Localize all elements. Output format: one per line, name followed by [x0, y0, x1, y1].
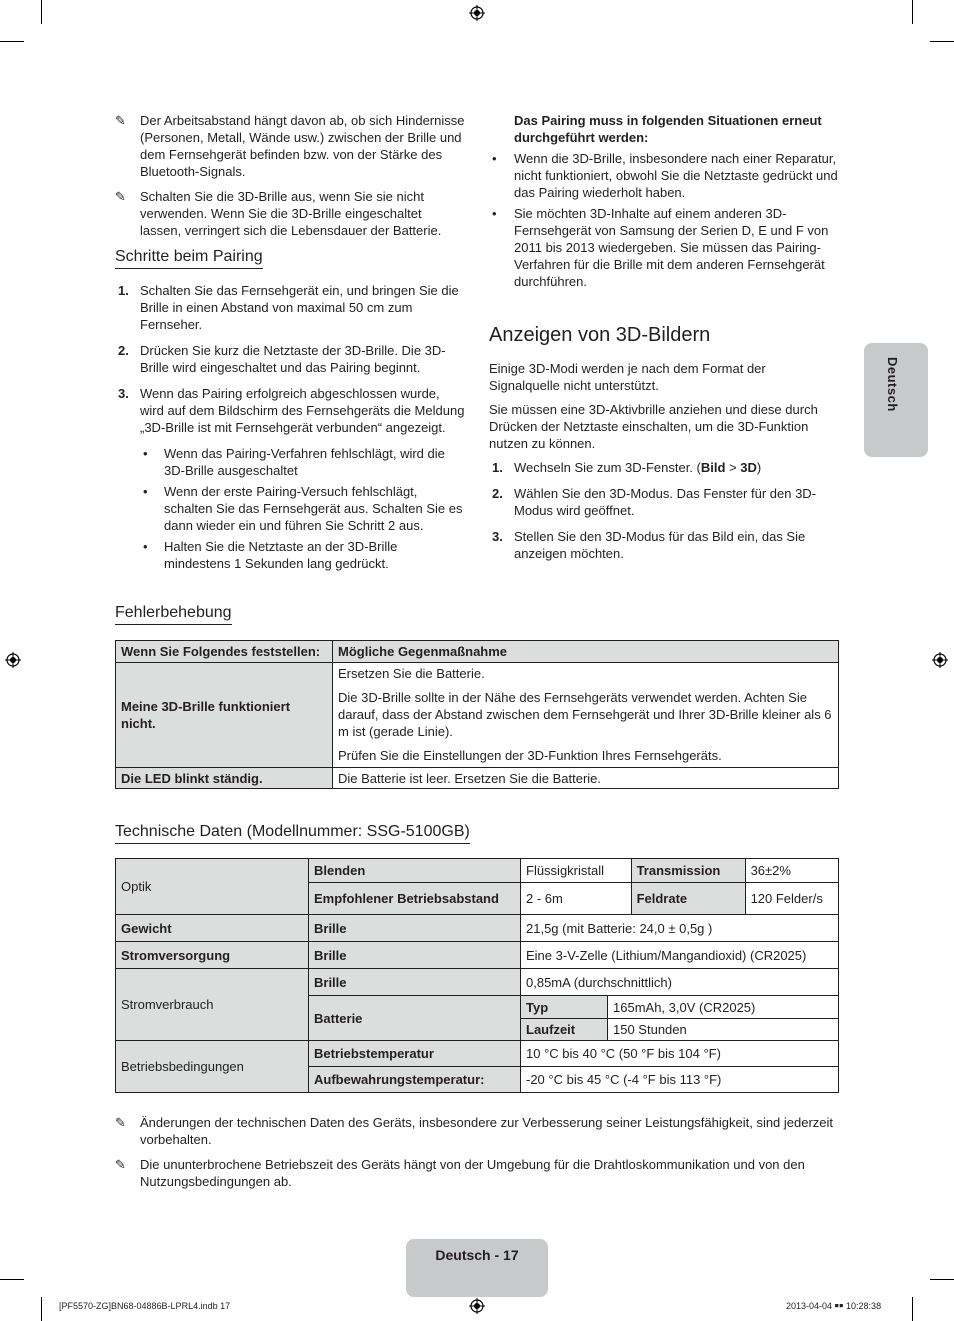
table-header-cell: Mögliche Gegenmaßnahme — [333, 641, 839, 663]
table-cell: Stromversorgung — [116, 942, 309, 969]
table-cell: Typ — [521, 996, 608, 1019]
table-cell: Eine 3-V-Zelle (Lithium/Mangandioxid) (CR2025) — [521, 942, 839, 969]
bullet-icon: • — [492, 206, 497, 221]
paragraph: Sie müssen eine 3D-Aktivbrille anziehen und diese durch Drücken der Netztaste einschalten, um die 3D-Funktion nutzen zu können. — [489, 402, 818, 451]
list-item: • Halten Sie die Netztaste an der 3D-Brille mindestens 1 Sekunden lang gedrückt. — [143, 539, 398, 571]
pairing-steps — [115, 282, 465, 576]
list-item: • Wenn die 3D-Brille, insbesondere nach einer Reparatur, nicht funktioniert, obwohl Sie die Netztaste gedrückt und das Pairing wiederholt haben. — [492, 151, 838, 200]
table-cell: Betriebsbedingungen — [116, 1041, 309, 1093]
bullet-icon: • — [143, 484, 148, 499]
crop-mark — [0, 1279, 24, 1280]
note: ✎ Die ununterbrochene Betriebszeit des Geräts hängt von der Umgebung für die Drahtloskommunikation und von den Nutzungsbedingungen ab. — [115, 1157, 805, 1189]
table-cell: Batterie — [309, 996, 521, 1041]
page-number-badge: Deutsch - 17 — [406, 1239, 548, 1297]
crop-mark — [41, 0, 42, 24]
table-cell: 165mAh, 3,0V (CR2025) — [608, 996, 839, 1019]
note: ✎ Änderungen der technischen Daten des Geräts, insbesondere zur Verbesserung seiner Leistungsfähigkeit, sind jederzeit vorbehalten. — [115, 1115, 834, 1147]
pen-icon: ✎ — [115, 113, 126, 128]
table-cell: 120 Felder/s — [745, 883, 838, 915]
table-cell: Empfohlener Betriebsabstand — [309, 883, 521, 915]
bullet-icon: • — [492, 151, 497, 166]
table-cell: Brille — [309, 942, 521, 969]
pen-icon: ✎ — [115, 1115, 126, 1130]
list-item: 3. Stellen Sie den 3D-Modus für das Bild ein, das Sie anzeigen möchten. — [492, 529, 806, 561]
registration-mark-icon — [5, 652, 21, 668]
list-item: • Wenn das Pairing-Verfahren fehlschlägt, wird die 3D-Brille ausgeschaltet — [143, 446, 445, 478]
table-cell: Flüssigkristall — [521, 859, 632, 883]
note: ✎ Der Arbeitsabstand hängt davon ab, ob sich Hindernisse (Personen, Metall, Wände usw.) zwischen der Brille und dem Fernsehgerät befinden bzw. von der Stärke des Bluetooth-Signals. — [115, 113, 465, 179]
list-item: 2. Drücken Sie kurz die Netztaste der 3D-Brille. Die 3D-Brille wird eingeschaltet und das Pairing beginnt. — [118, 343, 446, 375]
table-cell: Meine 3D-Brille funktioniert nicht. — [116, 663, 333, 768]
crop-mark — [930, 1279, 954, 1280]
table-cell: 10 °C bis 40 °C (50 °F bis 104 °F) — [521, 1041, 839, 1067]
language-side-tab: Deutsch — [864, 343, 928, 457]
list-item: 3. Wenn das Pairing erfolgreich abgeschlossen wurde, wird auf dem Bildschirm des Fernsehgeräts die Meldung „3D-Brille ist mit Fernsehgerät verbunden“ angezeigt. — [118, 386, 465, 435]
repairing-heading: Das Pairing muss in folgenden Situationen erneut durchgeführt werden: — [514, 113, 822, 145]
table-cell: 2 - 6m — [521, 883, 632, 915]
table-cell: 150 Stunden — [608, 1019, 839, 1041]
troubleshooting-table — [115, 640, 839, 789]
crop-mark — [41, 1297, 42, 1321]
table-cell: Aufbewahrungstemperatur: — [309, 1067, 521, 1093]
table-cell: Brille — [309, 969, 521, 996]
troubleshooting-heading: Fehlerbehebung — [115, 603, 232, 625]
table-cell: Betriebstemperatur — [309, 1041, 521, 1067]
table-header-cell: Wenn Sie Folgendes feststellen: — [116, 641, 333, 663]
table-cell: Gewicht — [116, 915, 309, 942]
pen-icon: ✎ — [115, 189, 126, 204]
pairing-heading: Schritte beim Pairing — [115, 247, 263, 269]
list-item: 2. Wählen Sie den 3D-Modus. Das Fenster für den 3D-Modus wird geöffnet. — [492, 486, 817, 518]
print-info-left: [PF5570-ZG]BN68-04886B-LPRL4.indb 17 — [59, 1301, 231, 1311]
right-column — [489, 112, 839, 294]
list-item: • Wenn der erste Pairing-Versuch fehlschlägt, schalten Sie das Fernsehgerät aus. Schalten Sie es dann wieder ein und führen Sie Schritt 2 aus. — [143, 484, 463, 533]
registration-mark-icon — [469, 1298, 485, 1314]
table-cell: Laufzeit — [521, 1019, 608, 1041]
registration-mark-icon — [932, 652, 948, 668]
specs-heading: Technische Daten (Modellnummer: SSG-5100GB) — [115, 822, 470, 844]
table-cell: 21,5g (mit Batterie: 24,0 ± 0,5g ) — [521, 915, 839, 942]
table-cell: Optik — [116, 859, 309, 915]
left-column — [115, 112, 465, 247]
paragraph: Einige 3D-Modi werden je nach dem Format der Signalquelle nicht unterstützt. — [489, 361, 766, 393]
table-cell: Die Batterie ist leer. Ersetzen Sie die Batterie. — [333, 768, 839, 789]
bottom-notes — [115, 1114, 839, 1198]
table-cell: Blenden — [309, 859, 521, 883]
view3d-body — [489, 360, 839, 571]
table-cell: Ersetzen Sie die Batterie. Die 3D-Brille sollte in der Nähe des Fernsehgeräts verwendet werden. Achten Sie darauf, dass der Abstand zwischen dem Fernsehgerät und Ihrer 3D-Brille kleiner als 6 m ist (gerade Linie). Prüfen Sie die Einstellungen der 3D-Funktion Ihres Fernsehgeräts. — [333, 663, 839, 768]
table-cell: 0,85mA (durchschnittlich) — [521, 969, 839, 996]
crop-mark — [930, 41, 954, 42]
crop-mark — [0, 41, 24, 42]
bullet-icon: • — [143, 539, 148, 554]
registration-mark-icon — [469, 5, 485, 21]
print-info-right: 2013-04-04 ￭￭ 10:28:38 — [786, 1301, 882, 1311]
crop-mark — [912, 1297, 913, 1321]
list-item: 1. Schalten Sie das Fernsehgerät ein, und bringen Sie die Brille in einen Abstand von maximal 50 cm zum Fernseher. — [118, 283, 459, 332]
note: ✎ Schalten Sie die 3D-Brille aus, wenn Sie sie nicht verwenden. Wenn Sie die 3D-Brille eingeschaltet lassen, verringert sich die Lebensdauer der Batterie. — [115, 189, 442, 238]
crop-mark — [912, 0, 913, 24]
table-cell: Brille — [309, 915, 521, 942]
view3d-heading: Anzeigen von 3D-Bildern — [489, 324, 711, 346]
list-item: 1. Wechseln Sie zum 3D-Fenster. (Bild > 3D) — [492, 460, 762, 475]
list-item: • Sie möchten 3D-Inhalte auf einem anderen 3D-Fernsehgerät von Samsung der Serien D, E und F von 2011 bis 2013 wiedergeben. Sie müssen das Pairing-Verfahren für die Brille mit dem anderen Fernsehgerät durchführen. — [492, 206, 829, 289]
table-cell: -20 °C bis 45 °C (-4 °F bis 113 °F) — [521, 1067, 839, 1093]
pen-icon: ✎ — [115, 1157, 126, 1172]
specs-table — [115, 858, 839, 1093]
table-cell: Stromverbrauch — [116, 969, 309, 1041]
table-cell: 36±2% — [745, 859, 838, 883]
bullet-icon: • — [143, 446, 148, 461]
table-cell: Transmission — [631, 859, 745, 883]
table-cell: Feldrate — [631, 883, 745, 915]
table-cell: Die LED blinkt ständig. — [116, 768, 333, 789]
